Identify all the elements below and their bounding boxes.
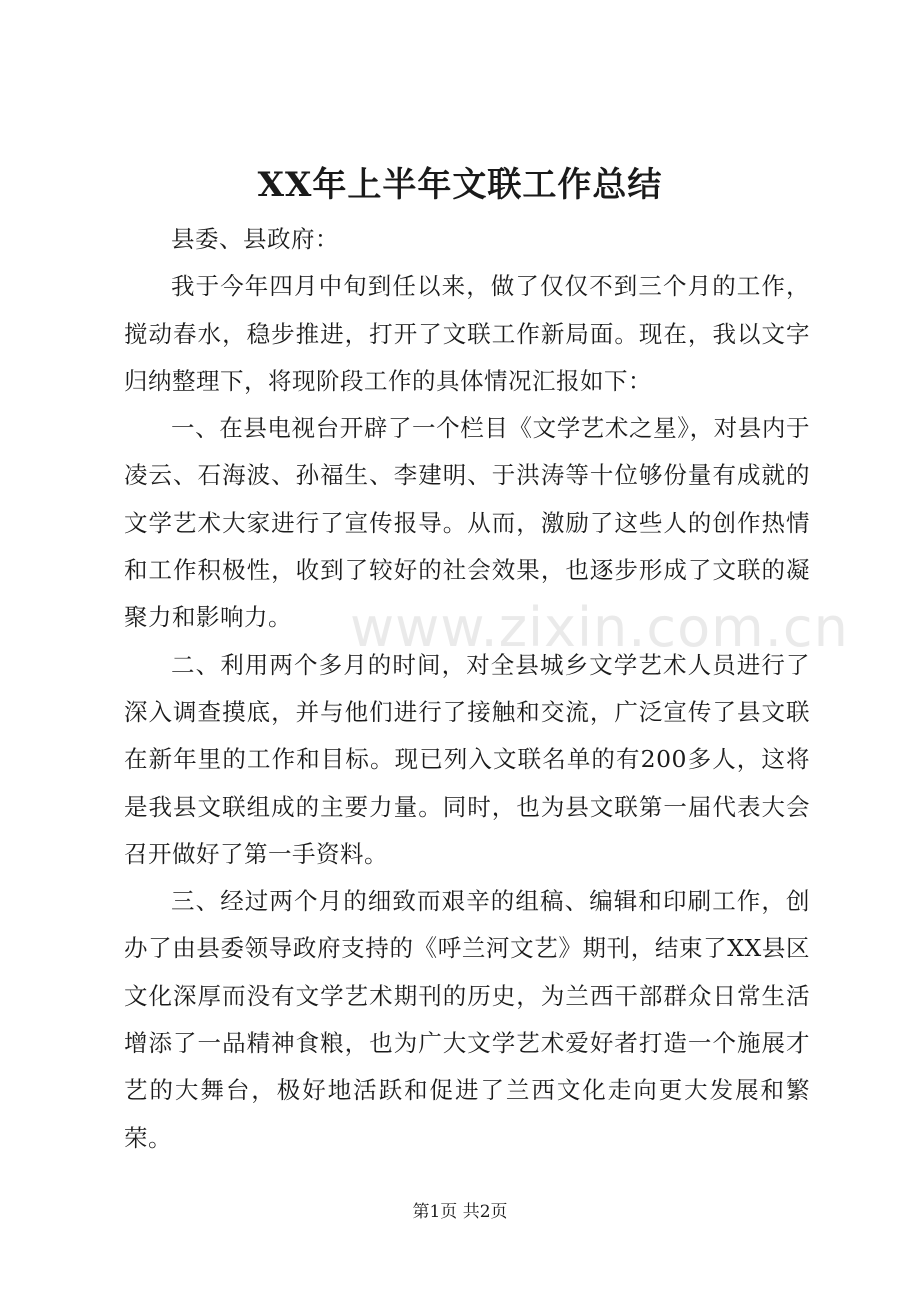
paragraph-item-3: 三、经过两个月的细致而艰辛的组稿、编辑和印刷工作，创办了由县委领导政府支持的《呼兰河文艺》期刊，结束了XX县区文化深厚而没有文学艺术期刊的历史，为兰西干部群众日常生活增添了一品精神食粮，也为广大文学艺术爱好者打造一个施展才艺的大舞台，极好地活跃和促进了兰西文化走向更大发展和繁荣。 <box>124 887 810 1152</box>
paragraph-item-2: 二、利用两个多月的时间，对全县城乡文学艺术人员进行了深入调查摸底，并与他们进行了接触和交流，广泛宣传了县文联在新年里的工作和目标。现已列入文联名单的有200多人，这将是我县文联组成的主要力量。同时，也为县文联第一届代表大会召开做好了第一手资料。 <box>124 650 810 868</box>
paragraph-intro: 我于今年四月中旬到任以来，做了仅仅不到三个月的工作，搅动春水，稳步推进，打开了文联工作新局面。现在，我以文字归纳整理下，将现阶段工作的具体情况汇报如下： <box>124 272 810 395</box>
site-watermark: www.zixin.com.cn <box>350 596 849 659</box>
document-title: XX年上半年文联工作总结 <box>257 165 663 205</box>
salutation: 县委、县政府： <box>171 225 339 253</box>
paragraph-item-1: 一、在县电视台开辟了一个栏目《文学艺术之星》，对县内于凌云、石海波、孙福生、李建明、于洪涛等十位够份量有成就的文学艺术大家进行了宣传报导。从而，激励了这些人的创作热情和工作积极性，收到了较好的社会效果，也逐步形成了文联的凝聚力和影响力。 <box>124 414 810 632</box>
page-number-footer: 第1页 共2页 <box>412 1202 508 1222</box>
document-body <box>124 216 810 1162</box>
